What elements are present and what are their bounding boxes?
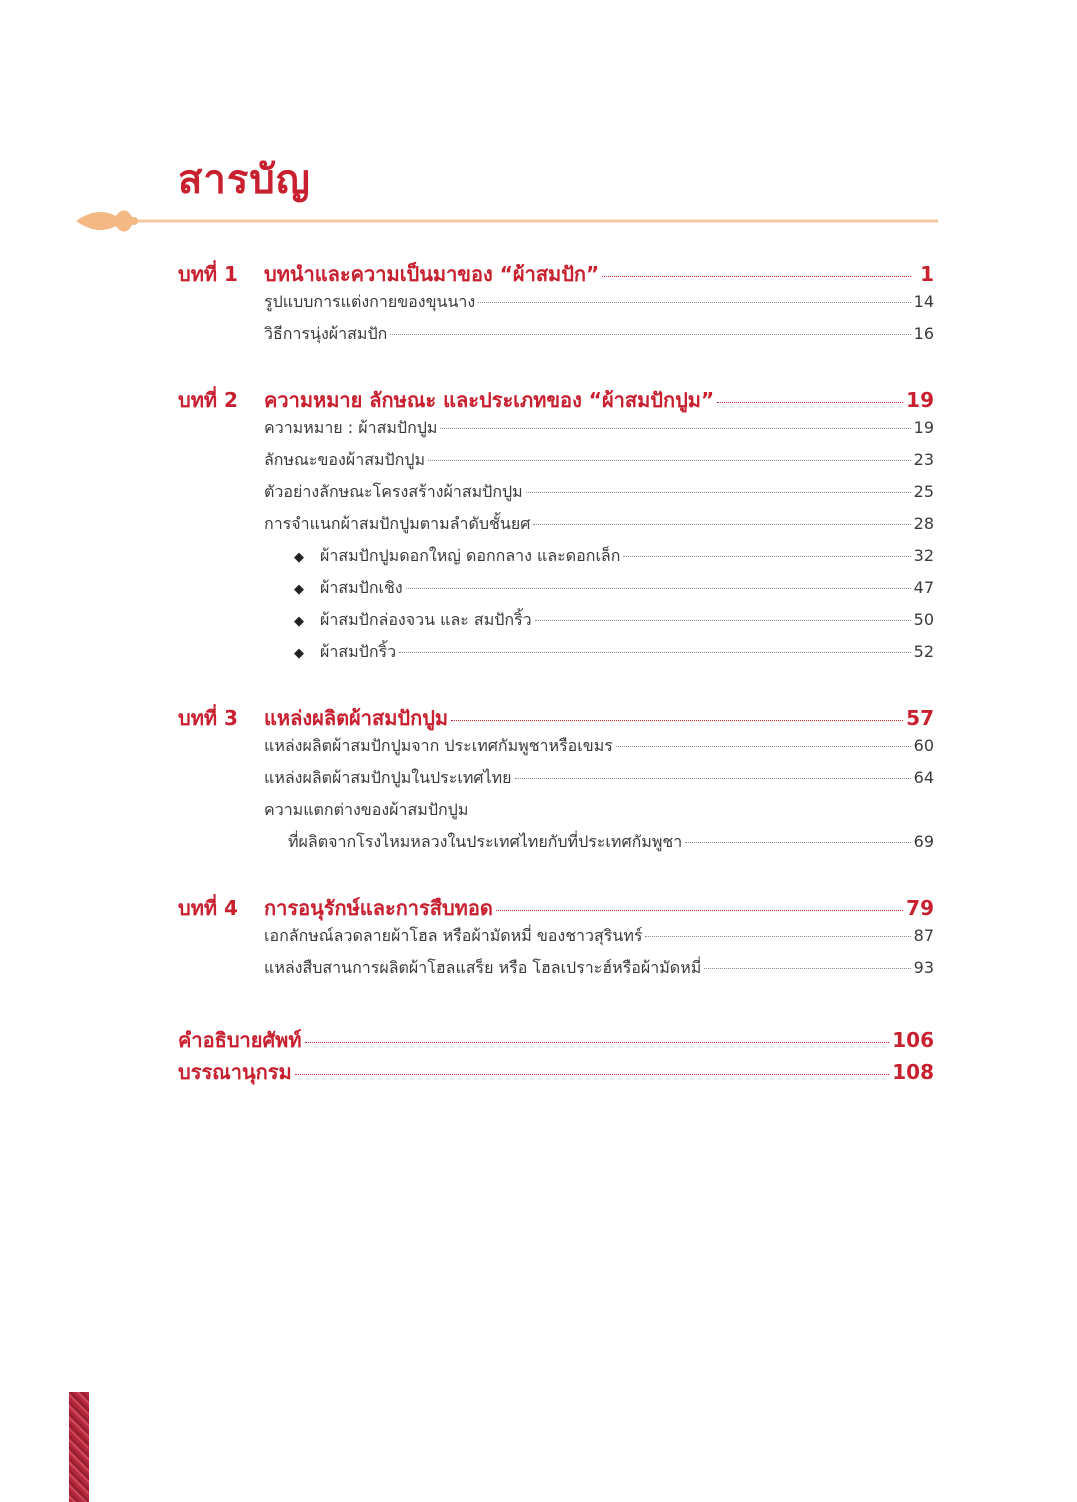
entry-title: ที่ผลิตจากโรงไหมหลวงในประเทศไทยกับที่ประเทศกัมพูชา bbox=[288, 832, 683, 851]
toc-bullet-entry[interactable] bbox=[294, 640, 934, 672]
dot-leader bbox=[535, 620, 911, 621]
glossary-entry[interactable] bbox=[178, 1024, 934, 1056]
dot-leader bbox=[704, 968, 910, 969]
dot-leader bbox=[496, 910, 903, 911]
page-number: 108 bbox=[892, 1060, 934, 1084]
page-number: 23 bbox=[913, 450, 934, 469]
diamond-bullet-icon: ◆ bbox=[294, 614, 304, 629]
dot-leader bbox=[399, 652, 911, 653]
page-number: 106 bbox=[892, 1028, 934, 1052]
chapter-3-entry[interactable] bbox=[178, 702, 934, 734]
entry-title: ความหมาย : ผ้าสมปักปูม bbox=[264, 418, 438, 437]
diamond-bullet-icon: ◆ bbox=[294, 646, 304, 661]
dot-leader bbox=[602, 276, 911, 277]
table-of-contents bbox=[178, 258, 934, 1088]
entry-title: แหล่งผลิตผ้าสมปักปูมจาก ประเทศกัมพูชาหรือเขมร bbox=[264, 736, 613, 755]
page-number: 16 bbox=[913, 324, 934, 343]
page-number: 19 bbox=[906, 388, 934, 412]
dot-leader bbox=[295, 1074, 890, 1075]
dot-leader bbox=[406, 588, 911, 589]
page-number: 69 bbox=[913, 832, 934, 851]
entry-title: การจำแนกผ้าสมปักปูมตามลำดับชั้นยศ bbox=[264, 514, 531, 533]
diamond-bullet-icon: ◆ bbox=[294, 550, 304, 565]
page-number: 64 bbox=[913, 768, 934, 787]
chapter-title: แหล่งผลิตผ้าสมปักปูม bbox=[264, 706, 449, 730]
entry-title: คำอธิบายศัพท์ bbox=[178, 1028, 302, 1052]
page-number: 79 bbox=[906, 896, 934, 920]
page-number: 25 bbox=[913, 482, 934, 501]
page-number: 50 bbox=[913, 610, 934, 629]
entry-title: ความแตกต่างของผ้าสมปักปูม bbox=[264, 800, 469, 819]
page-number: 60 bbox=[913, 736, 934, 755]
toc-bullet-entry[interactable] bbox=[294, 544, 934, 576]
dot-leader bbox=[478, 302, 910, 303]
toc-entry[interactable] bbox=[264, 924, 934, 956]
dot-leader bbox=[515, 778, 911, 779]
toc-entry[interactable] bbox=[264, 512, 934, 544]
decorative-fabric-strip bbox=[69, 1392, 89, 1502]
chapter-title: การอนุรักษ์และการสืบทอด bbox=[264, 896, 493, 920]
entry-title: ผ้าสมปักริ้ว bbox=[320, 642, 397, 661]
page-title: สารบัญ bbox=[178, 157, 311, 203]
entry-title: เอกลักษณ์ลวดลายผ้าโฮล หรือผ้ามัดหมี่ ของชาวสุรินทร์ bbox=[264, 926, 643, 945]
divider-ornament bbox=[74, 204, 938, 238]
page-number: 32 bbox=[913, 546, 934, 565]
dot-leader bbox=[533, 524, 910, 525]
entry-title: ผ้าสมปักปูมดอกใหญ่ ดอกกลาง และดอกเล็ก bbox=[320, 546, 621, 565]
page-number: 1 bbox=[920, 262, 934, 286]
entry-title: รูปแบบการแต่งกายของขุนนาง bbox=[264, 292, 476, 311]
chapter-label: บทที่ 2 bbox=[178, 388, 238, 412]
entry-title: ผ้าสมปักเชิง bbox=[320, 578, 403, 597]
chapter-4-entry[interactable] bbox=[178, 892, 934, 924]
bibliography-entry[interactable] bbox=[178, 1056, 934, 1088]
dot-leader bbox=[451, 720, 903, 721]
toc-bullet-entry[interactable] bbox=[294, 608, 934, 640]
entry-title: ลักษณะของผ้าสมปักปูม bbox=[264, 450, 426, 469]
page-number: 87 bbox=[913, 926, 934, 945]
toc-entry[interactable] bbox=[264, 290, 934, 322]
toc-entry[interactable] bbox=[264, 322, 934, 354]
toc-entry[interactable] bbox=[264, 448, 934, 480]
toc-entry[interactable] bbox=[264, 734, 934, 766]
chapter-title: ความหมาย ลักษณะ และประเภทของ “ผ้าสมปักปูม” bbox=[264, 388, 715, 412]
dot-leader bbox=[390, 334, 910, 335]
page-number: 28 bbox=[913, 514, 934, 533]
toc-entry[interactable] bbox=[264, 416, 934, 448]
entry-title: ตัวอย่างลักษณะโครงสร้างผ้าสมปักปูม bbox=[264, 482, 523, 501]
page-number: 93 bbox=[913, 958, 934, 977]
dot-leader bbox=[440, 428, 910, 429]
entry-title: แหล่งผลิตผ้าสมปักปูมในประเทศไทย bbox=[264, 768, 512, 787]
page-number: 47 bbox=[913, 578, 934, 597]
diamond-bullet-icon: ◆ bbox=[294, 582, 304, 597]
toc-entry[interactable] bbox=[264, 480, 934, 512]
dot-leader bbox=[526, 492, 911, 493]
dot-leader bbox=[428, 460, 911, 461]
entry-title: ผ้าสมปักล่องจวน และ สมปักริ้ว bbox=[320, 610, 532, 629]
dot-leader bbox=[623, 556, 910, 557]
toc-bullet-entry[interactable] bbox=[294, 576, 934, 608]
page-number: 14 bbox=[913, 292, 934, 311]
page-number: 52 bbox=[913, 642, 934, 661]
chapter-label: บทที่ 4 bbox=[178, 896, 238, 920]
entry-title: แหล่งสืบสานการผลิตผ้าโฮลแสร็ย หรือ โฮลเปราะฮ์หรือผ้ามัดหมี่ bbox=[264, 958, 702, 977]
page-number: 19 bbox=[913, 418, 934, 437]
toc-entry[interactable] bbox=[264, 956, 934, 988]
entry-title: บรรณานุกรม bbox=[178, 1060, 292, 1084]
toc-entry-multiline-first[interactable] bbox=[264, 798, 934, 830]
dot-leader bbox=[685, 842, 910, 843]
page-number: 57 bbox=[906, 706, 934, 730]
entry-title: วิธีการนุ่งผ้าสมปัก bbox=[264, 324, 388, 343]
chapter-label: บทที่ 1 bbox=[178, 262, 238, 286]
chapter-1-entry[interactable] bbox=[178, 258, 934, 290]
toc-entry[interactable] bbox=[264, 766, 934, 798]
chapter-title: บทนำและความเป็นมาของ “ผ้าสมปัก” bbox=[264, 262, 600, 286]
dot-leader bbox=[305, 1042, 890, 1043]
dot-leader bbox=[616, 746, 911, 747]
dot-leader bbox=[717, 402, 903, 403]
chapter-2-entry[interactable] bbox=[178, 384, 934, 416]
dot-leader bbox=[645, 936, 910, 937]
toc-entry-multiline-second[interactable] bbox=[288, 830, 934, 862]
chapter-label: บทที่ 3 bbox=[178, 706, 238, 730]
